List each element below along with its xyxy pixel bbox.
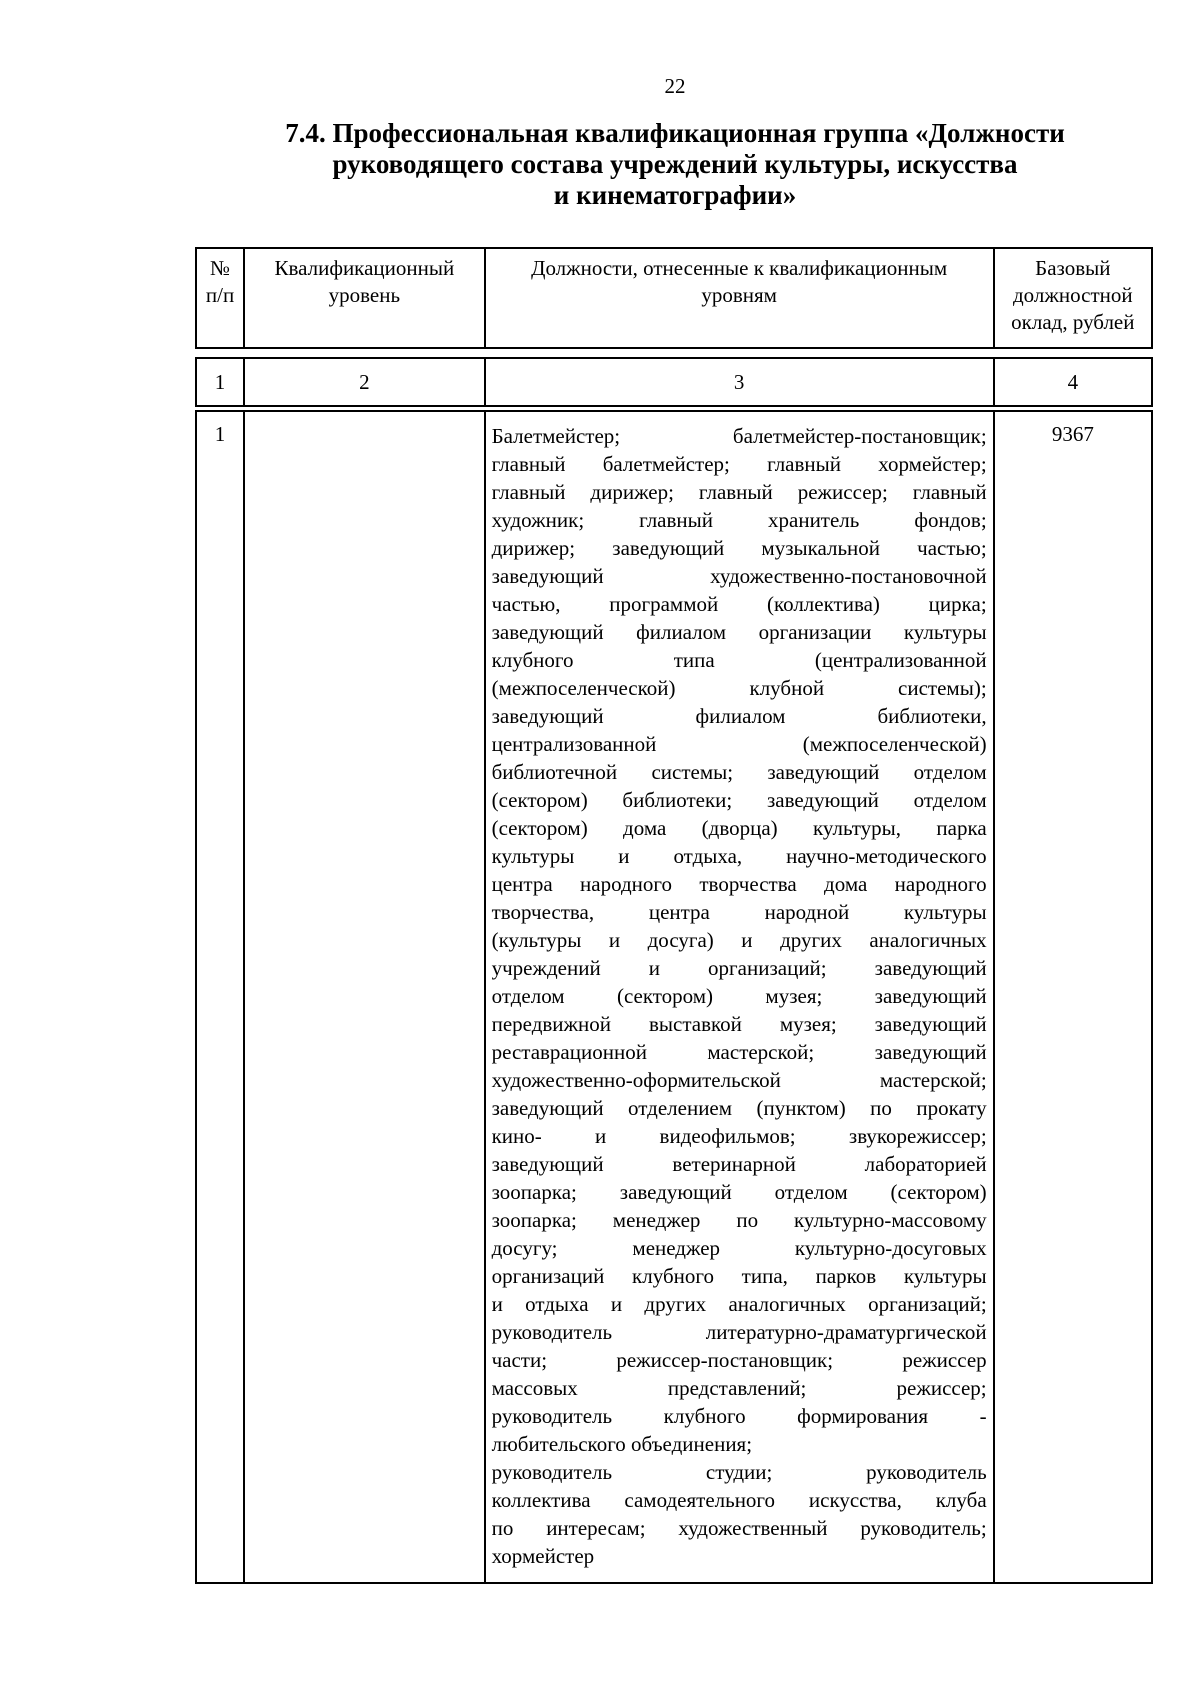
positions-line: главный дирижер; главный режиссер; главный: [491, 480, 987, 504]
positions-line: любительского объединения;: [491, 1432, 753, 1456]
column-number: 4: [994, 358, 1152, 406]
base-salary: 9367: [994, 411, 1152, 1583]
positions-line: заведующий филиалом библиотеки,: [491, 704, 987, 728]
row-number: 1: [196, 411, 244, 1583]
positions-line: творчества, центра народной культуры: [491, 900, 987, 924]
positions-line: Балетмейстер; балетмейстер-постановщик;: [491, 424, 987, 448]
positions-line: заведующий филиалом организации культуры: [491, 620, 987, 644]
positions-line: и отдыха и других аналогичных организаций;: [491, 1292, 987, 1316]
positions-text: [492, 422, 987, 1570]
positions-line: кино- и видеофильмов; звукорежиссер;: [491, 1124, 987, 1148]
positions-cell: [485, 411, 994, 1583]
positions-line: (сектором) дома (дворца) культуры, парка: [491, 816, 987, 840]
positions-line: клубного типа (централизованной: [491, 648, 987, 672]
positions-line: (культуры и досуга) и других аналогичных: [491, 928, 987, 952]
table-body: [195, 410, 1153, 1584]
title-line: руководящего состава учреждений культуры, искусства: [332, 149, 1018, 179]
positions-line: библиотечной системы; заведующий отделом: [491, 760, 987, 784]
positions-line: дирижер; заведующий музыкальной частью;: [491, 536, 987, 560]
header-positions: [485, 248, 994, 348]
positions-line: (межпоселенческой) клубной системы);: [491, 676, 987, 700]
page-number: 22: [664, 74, 686, 98]
positions-line: передвижной выставкой музея; заведующий: [491, 1012, 987, 1036]
table-row: [196, 411, 1152, 1583]
positions-line: заведующий ветеринарной лабораторией: [491, 1152, 987, 1176]
column-number-row: [195, 357, 1153, 407]
header-level-line: уровень: [328, 283, 401, 307]
header-num: [196, 248, 244, 348]
positions-line: зоопарка; менеджер по культурно-массовому: [491, 1208, 987, 1232]
positions-line: централизованной (межпоселенческой): [491, 732, 987, 756]
positions-line: хормейстер: [491, 1544, 595, 1568]
positions-line: досугу; менеджер культурно-досуговых: [491, 1236, 987, 1260]
header-num-line: п/п: [205, 283, 235, 307]
positions-line: массовых представлений; режиссер;: [491, 1376, 987, 1400]
qualification-level: [244, 411, 485, 1583]
positions-line: отделом (сектором) музея; заведующий: [491, 984, 987, 1008]
title-line: и кинематографии»: [553, 180, 797, 210]
positions-line: культуры и отдыха, научно-методического: [491, 844, 987, 868]
positions-line: (сектором) библиотеки; заведующий отделом: [491, 788, 987, 812]
section-title: [195, 118, 1155, 211]
header-salary-line: должностной: [1013, 283, 1133, 307]
positions-line: по интересам; художественный руководитель;: [491, 1516, 987, 1540]
column-number: 3: [485, 358, 994, 406]
header-level: [244, 248, 485, 348]
positions-line: частью, программой (коллектива) цирка;: [491, 592, 987, 616]
positions-line: части; режиссер-постановщик; режиссер: [491, 1348, 987, 1372]
positions-line: реставрационной мастерской; заведующий: [491, 1040, 987, 1064]
column-number: 1: [196, 358, 244, 406]
positions-line: заведующий художественно-постановочной: [491, 564, 987, 588]
positions-line: главный балетмейстер; главный хормейстер;: [491, 452, 987, 476]
header-salary: [994, 248, 1152, 348]
header-salary-line: оклад, рублей: [1011, 310, 1135, 334]
table-header: [195, 247, 1153, 349]
positions-line: учреждений и организаций; заведующий: [491, 956, 987, 980]
header-positions-line: уровням: [701, 283, 777, 307]
column-number: 2: [244, 358, 485, 406]
title-line: 7.4. Профессиональная квалификационная группа «Должности: [285, 118, 1065, 148]
header-num-line: №: [210, 256, 231, 280]
positions-line: художественно-оформительской мастерской;: [491, 1068, 987, 1092]
positions-line: художник; главный хранитель фондов;: [491, 508, 987, 532]
positions-line: руководитель литературно-драматургической: [491, 1320, 987, 1344]
positions-line: руководитель студии; руководитель: [491, 1460, 987, 1484]
positions-line: организаций клубного типа, парков культуры: [491, 1264, 987, 1288]
positions-line: заведующий отделением (пунктом) по прокату: [491, 1096, 987, 1120]
positions-line: руководитель клубного формирования -: [491, 1404, 987, 1428]
header-level-line: Квалификационный: [274, 256, 455, 280]
header-salary-line: Базовый: [1035, 256, 1111, 280]
positions-line: центра народного творчества дома народного: [491, 872, 987, 896]
positions-line: зоопарка; заведующий отделом (сектором): [491, 1180, 987, 1204]
positions-line: коллектива самодеятельного искусства, клуба: [491, 1488, 987, 1512]
header-positions-line: Должности, отнесенные к квалификационным: [531, 256, 948, 280]
